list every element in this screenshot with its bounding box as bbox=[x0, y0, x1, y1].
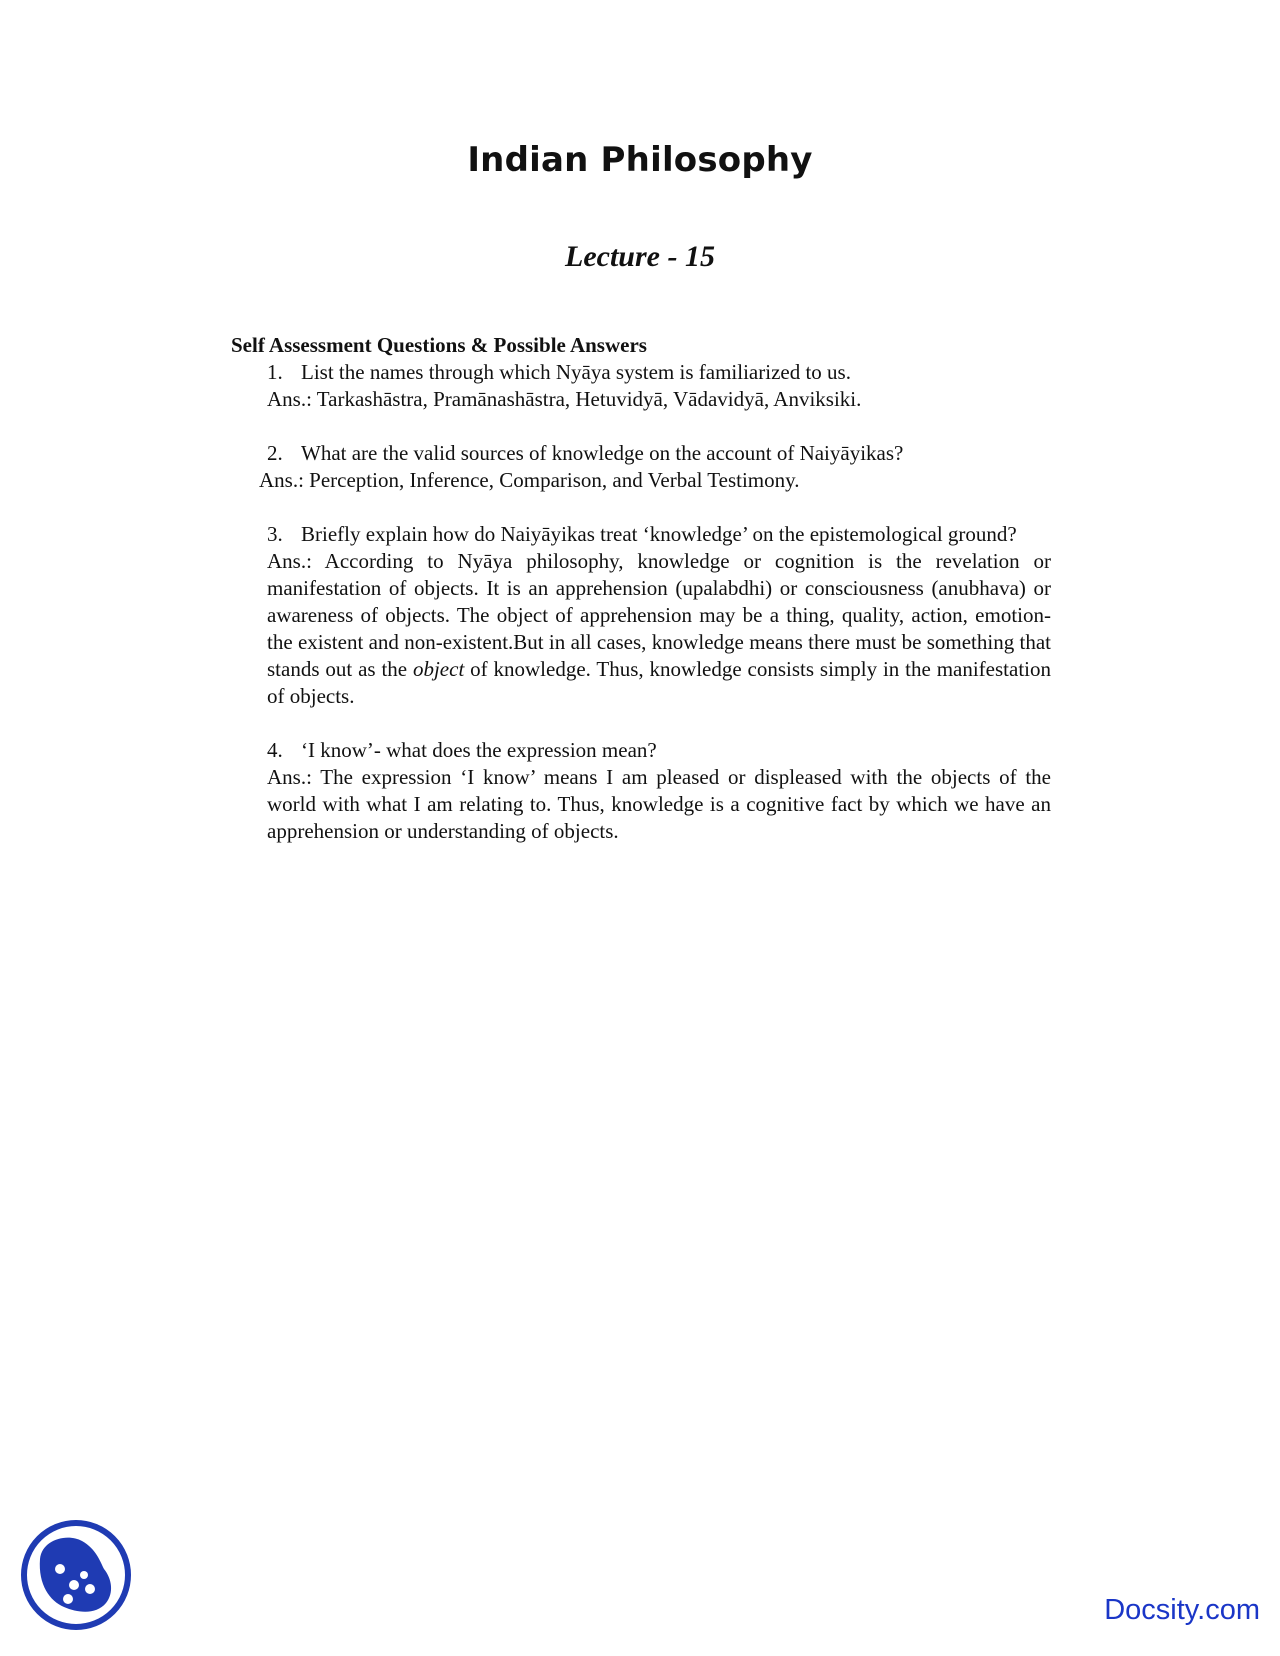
question-number: 2. bbox=[267, 441, 283, 465]
docsity-logo-icon bbox=[20, 1519, 132, 1631]
page-title: Indian Philosophy bbox=[467, 140, 813, 180]
question-text: Briefly explain how do Naiyāyikas treat ‘knowledge’ on the epistemological ground? bbox=[301, 522, 1017, 546]
question-number: 1. bbox=[267, 360, 283, 384]
answer-2: Ans.: Perception, Inference, Comparison, and Verbal Testimony. bbox=[259, 468, 800, 492]
answer-1: Ans.: Tarkashāstra, Pramānashāstra, Hetuvidyā, Vādavidyā, Anviksiki. bbox=[267, 387, 862, 411]
question-text: What are the valid sources of knowledge on the account of Naiyāyikas? bbox=[301, 441, 904, 465]
question-3 bbox=[231, 521, 1051, 548]
docsity-logo-svg bbox=[20, 1519, 132, 1631]
answer-4: Ans.: The expression ‘I know’ means I am pleased or displeased with the objects of the world with what I am relating to. Thus, knowledge is a cognitive fact by which we have an apprehension or understanding of objects. bbox=[267, 765, 1051, 843]
answer-emphasis: object bbox=[412, 657, 465, 681]
question-number: 4. bbox=[267, 738, 283, 762]
question-number: 3. bbox=[267, 522, 283, 546]
docsity-brand-link[interactable]: Docsity.com bbox=[1104, 1594, 1260, 1626]
question-text: ‘I know’- what does the expression mean? bbox=[301, 738, 657, 762]
answer-text: of knowledge. Thus, knowledge consists simply in the manifestation of objects. bbox=[267, 657, 1051, 708]
qa-item-1 bbox=[231, 359, 1051, 413]
answer-3 bbox=[267, 548, 1051, 710]
question-text: List the names through which Nyāya system is familiarized to us. bbox=[301, 360, 851, 384]
question-4 bbox=[231, 737, 1051, 764]
question-2 bbox=[231, 440, 1051, 467]
answer-text: Ans.: According to Nyāya philosophy, knowledge or cognition is the revelation or manifestation of objects. It is an apprehension (upalabdhi) or consciousness (anubhava) or awareness of objects. The object of apprehension may be a thing, quality, action, emotion- the existent and non-existent.But in all cases, knowledge means there must be something that stands out as the bbox=[267, 549, 1051, 681]
lecture-title: Lecture - 15 bbox=[565, 240, 715, 273]
section-heading: Self Assessment Questions & Possible Answers bbox=[231, 333, 647, 357]
qa-item-3 bbox=[231, 521, 1051, 710]
document-body bbox=[231, 332, 1051, 845]
qa-item-4 bbox=[231, 737, 1051, 845]
qa-item-2 bbox=[231, 440, 1051, 494]
question-1 bbox=[231, 359, 1051, 386]
